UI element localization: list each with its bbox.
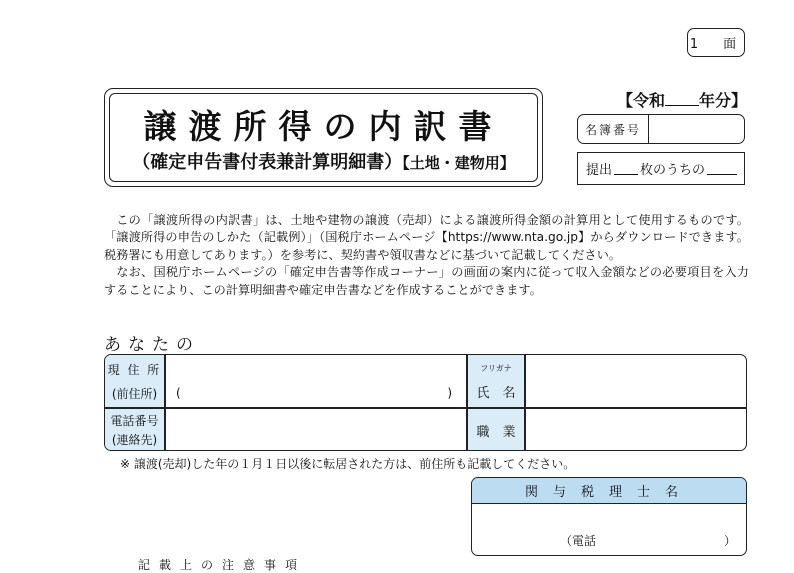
document-subtitle [104,148,543,174]
phone-input[interactable] [166,409,466,451]
year-input-blank[interactable] [665,91,699,106]
subtitle-tag: 【土地・建物用】 [402,154,515,172]
name-label: 氏 名 [476,386,516,401]
year-prefix: 【令和 [617,91,666,110]
personal-info-table [104,354,747,451]
document-title: 譲渡所得の内訳書 [143,107,504,146]
intro-text [104,212,749,299]
contact-label: (連絡先) [111,433,158,447]
year-suffix: 年分】 [699,91,748,110]
section-heading-you: あなたの [104,335,200,355]
register-number-label: 名簿番号 [578,115,649,143]
submission-count-box [577,152,745,185]
register-number-input[interactable] [648,115,744,143]
name-input[interactable] [526,355,746,407]
phone-label: 電話番号 [110,414,159,428]
submission-middle: 枚のうちの [640,163,706,178]
intro-paragraph-1: この「譲渡所得の内訳書」は、土地や建物の譲渡（売却）による譲渡所得金額の計算用として使用するものです。「譲渡所得の申告のしかた（記載例）」（国税庁ホームページ【https://www.nta.go.jp】からダウンロードできます。税務署にも用意してあります。）を参考に、契約書や領収書などに基づいて記載してください。 [104,213,749,262]
furigana-label: フリガナ [480,364,512,373]
register-number-box [577,114,745,144]
phone-label-cell [105,409,164,451]
year-field [617,88,747,111]
name-label-cell [468,355,524,407]
former-address-label: (前住所) [111,387,158,401]
submission-prefix: 提出 [586,163,613,178]
former-address-paren-open: ( [176,386,181,400]
submission-sheet-count-blank[interactable] [614,162,638,175]
occupation-input[interactable] [526,409,746,451]
address-label: 現 住 所 [107,363,162,377]
tax-accountant-name-input[interactable] [472,505,746,555]
former-address-note: ※ 譲渡(売却)した年の１月１日以後に転居された方は、前住所も記載してください。 [120,457,576,471]
former-address-paren-close: ) [447,386,452,400]
notes-heading: 記載上の注意事項 [138,558,307,572]
tax-accountant-phone-suffix: ） [723,534,736,548]
tax-accountant-header: 関与税理士名 [472,478,746,504]
occupation-label: 職 業 [468,409,524,451]
subtitle-main: （確定申告書付表兼計算明細書） [132,152,403,173]
address-input[interactable] [166,355,466,407]
page-number-badge: 1 面 [687,28,745,57]
submission-sheet-index-blank[interactable] [707,162,737,175]
tax-accountant-phone-prefix: （電話 [560,534,597,548]
tax-accountant-box [471,477,747,556]
address-label-cell [105,355,164,407]
intro-paragraph-2: なお、国税庁ホームページの「確定申告書等作成コーナー」の画面の案内に従って収入金額などの必要項目を入力することにより、この計算明細書や確定申告書などを作成することができます。 [104,265,749,297]
